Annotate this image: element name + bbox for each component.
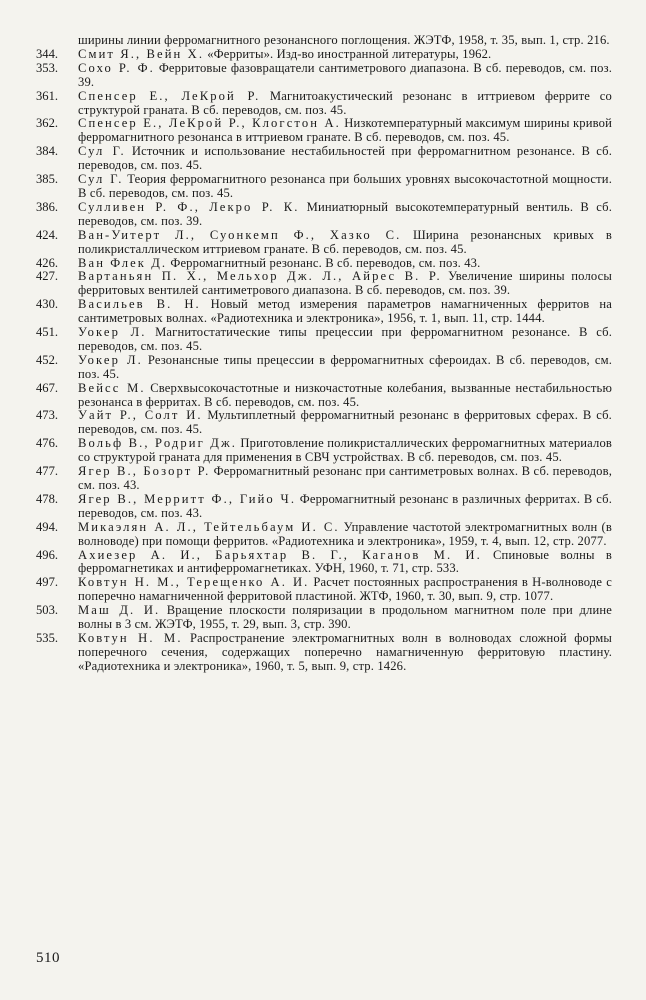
bibliography-entry xyxy=(36,632,612,674)
entry-authors: Вейсс М. xyxy=(78,380,146,395)
bibliography-entry xyxy=(36,145,612,173)
entry-authors: Уокер Л. xyxy=(78,352,143,367)
bibliography-entry xyxy=(36,201,612,229)
page-number: 510 xyxy=(36,950,60,966)
entry-text: Ширина резонансных кривых в поликристаллическом иттриевом гранате. В сб. переводов, см. поз. 45. xyxy=(78,227,612,256)
entry-text: «Ферриты». Изд-во иностранной литературы, 1962. xyxy=(207,46,492,61)
entry-number: 362. xyxy=(36,116,59,131)
entry-text: Источник и использование нестабильностей при ферромагнитном резонансе. В сб. переводов, см. поз. 45. xyxy=(78,144,612,173)
continuation-entry xyxy=(36,34,612,48)
entry-text: Миниатюрный высокотемпературный вентиль. В сб. переводов, см. поз. 39. xyxy=(78,199,613,228)
entry-text: Увеличение ширины полосы ферритовых вентилей сантиметрового диапазона. В сб. переводов, см. поз. 39. xyxy=(78,269,612,298)
entry-number: 427. xyxy=(36,269,59,284)
entry-number: 384. xyxy=(36,144,59,159)
entry-authors: Ахиезер А. И., Барьяхтар В. Г., Каганов М. И. xyxy=(78,547,482,562)
entry-number: 430. xyxy=(36,297,59,312)
entry-text: Низкотемпературный максимум ширины кривой ферромагнитного резонанса в иттриевом гранате. В сб. переводов, см. поз. 45. xyxy=(78,116,612,145)
entry-number: 473. xyxy=(36,408,59,423)
entry-number: 477. xyxy=(36,464,59,479)
entry-number: 344. xyxy=(36,46,59,61)
entry-authors: Вольф В., Родриг Дж. xyxy=(78,436,238,451)
entry-number: 496. xyxy=(36,547,59,562)
bibliography-entry xyxy=(36,576,612,604)
entry-text: Теория ферромагнитного резонанса при больших уровнях высокочастотной мощности. В сб. переводов, см. поз. 45. xyxy=(78,172,612,200)
entry-authors: Ягер В., Бозорт Р. xyxy=(78,464,211,479)
entry-number: 426. xyxy=(36,255,59,270)
entry-text: Сверхвысокочастотные и низкочастотные колебания, вызванные нестабильностью резонанса в ферритах. В сб. переводов, см. поз. 45. xyxy=(78,380,612,409)
bibliography-entry xyxy=(36,382,612,410)
entry-authors: Ван-Уитерт Л., Суонкемп Ф., Хазко С. xyxy=(78,227,402,242)
bibliography-entry xyxy=(36,117,612,145)
bibliography-entry xyxy=(36,257,612,271)
entry-number: 535. xyxy=(36,630,59,645)
entry-number: 478. xyxy=(36,491,59,506)
entry-authors: Ягер В., Мерритт Ф., Гийо Ч. xyxy=(78,491,297,506)
entry-text: Приготовление поликристаллических ферромагнитных материалов со структурой граната для применения в СВЧ устройствах. В сб. переводов, см. поз. 45. xyxy=(78,436,612,465)
entry-text: Резонансные типы прецессии в ферромагнитных сфероидах. В сб. переводов, см. поз. 45. xyxy=(78,352,613,381)
bibliography-entry xyxy=(36,521,612,549)
entry-text: Вращение плоскости поляризации в продольном магнитном поле при длине волны в 3 см. ЖЭТФ, 1955, т. 29, вып. 3, стр. 390. xyxy=(78,603,612,632)
entry-authors: Смит Я., Вейн Х. xyxy=(78,46,205,61)
entry-authors: Ковтун Н. М. xyxy=(78,630,183,645)
bibliography-entry xyxy=(36,90,612,118)
entry-text: Магнитостатические типы прецессии при ферромагнитном резонансе. В сб. переводов, см. поз. 45. xyxy=(78,325,612,353)
bibliography-list xyxy=(36,48,612,674)
entry-authors: Уокер Л. xyxy=(78,325,147,340)
entry-number: 503. xyxy=(36,603,59,618)
entry-authors: Васильев В. Н. xyxy=(78,297,201,312)
entry-number: 476. xyxy=(36,436,59,451)
entry-number: 386. xyxy=(36,199,59,214)
bibliography-entry xyxy=(36,465,612,493)
entry-number: 385. xyxy=(36,172,59,187)
entry-text: Ферритовые фазовращатели сантиметрового диапазона. В сб. переводов, см. поз. 39. xyxy=(78,60,612,89)
entry-text: Новый метод измерения параметров намагниченных ферритов на сантиметровых волнах. «Радиотехника и электроника», 1956, т. 1, вып. 11, стр. 1444. xyxy=(78,297,612,326)
entry-authors: Микаэлян А. Л., Тейтельбаум И. С. xyxy=(78,519,340,534)
entry-authors: Сохо Р. Ф. xyxy=(78,60,155,75)
bibliography-entry xyxy=(36,62,612,90)
entry-number: 361. xyxy=(36,88,59,103)
entry-number: 451. xyxy=(36,325,59,340)
entry-text: Ферромагнитный резонанс при сантиметровых волнах. В сб. переводов, см. поз. 43. xyxy=(78,464,612,492)
entry-authors: Уайт Р., Солт И. xyxy=(78,408,203,423)
entry-number: 467. xyxy=(36,380,59,395)
bibliography-entry xyxy=(36,270,612,298)
bibliography-entry xyxy=(36,173,612,201)
bibliography-entry xyxy=(36,326,612,354)
bibliography-entry xyxy=(36,48,612,62)
entry-text: Ферромагнитный резонанс. В сб. переводов, см. поз. 43. xyxy=(170,255,481,270)
entry-number: 353. xyxy=(36,60,59,75)
entry-number: 452. xyxy=(36,352,59,367)
entry-text: Ферромагнитный резонанс в различных ферритах. В сб. переводов, см. поз. 43. xyxy=(78,491,612,520)
entry-text: Магнитоакустический резонанс в иттриевом феррите со структурой граната. В сб. переводов, см. поз. 45. xyxy=(78,88,612,117)
entry-number: 497. xyxy=(36,575,59,590)
entry-authors: Ковтун Н. М., Терещенко А. И. xyxy=(78,575,310,590)
bibliography-entry xyxy=(36,549,612,577)
entry-authors: Маш Д. И. xyxy=(78,603,161,618)
entry-authors: Вартаньян П. Х., Мельхор Дж. Л., Айрес В. Р. xyxy=(78,269,442,284)
entry-authors: Сул Г. xyxy=(78,172,124,187)
bibliography-entry xyxy=(36,298,612,326)
entry-text: Распространение электромагнитных волн в волноводах сложной формы поперечного сечения, содержащих поперечно намагниченную ферритовую пластину. «Радиотехника и электроника», 1960, т. 5, вып. 9, стр. 1426. xyxy=(78,630,612,673)
bibliography-entry xyxy=(36,437,612,465)
entry-text: Спиновые волны в ферромагнетиках и антиферромагнетиках. УФН, 1960, т. 71, стр. 533. xyxy=(78,547,612,576)
entry-authors: Ван Флек Д. xyxy=(78,255,168,270)
bibliography-entry xyxy=(36,229,612,257)
entry-text: Управление частотой электромагнитных волн (в волноводе) при помощи ферритов. «Радиотехника и электроника», 1959, т. 4, вып. 12, стр. 2077. xyxy=(78,519,612,548)
entry-text: Мультиплетный ферромагнитный резонанс в ферритовых сферах. В сб. переводов, см. поз. 45. xyxy=(78,408,612,437)
bibliography-entry xyxy=(36,604,612,632)
entry-number: 494. xyxy=(36,519,59,534)
bibliography-entry xyxy=(36,354,612,382)
entry-authors: Сул Г. xyxy=(78,144,126,159)
entry-authors: Спенсер Е., ЛеКрой Р. xyxy=(78,88,261,103)
continuation-text: ширины линии ферромагнитного резонансного поглощения. ЖЭТФ, 1958, т. 35, вып. 1, стр. 216. xyxy=(78,33,610,47)
bibliography-entry xyxy=(36,409,612,437)
entry-authors: Спенсер Е., ЛеКрой Р., Клогстон А. xyxy=(78,116,341,131)
entry-text: Расчет постоянных распространения в Н-волноводе с поперечно намагниченной ферритовой пластиной. ЖТФ, 1960, т. 30, вып. 9, стр. 1077. xyxy=(78,575,612,604)
entry-authors: Сулливен Р. Ф., Лекро Р. К. xyxy=(78,199,300,214)
entry-number: 424. xyxy=(36,227,59,242)
bibliography-entry xyxy=(36,493,612,521)
